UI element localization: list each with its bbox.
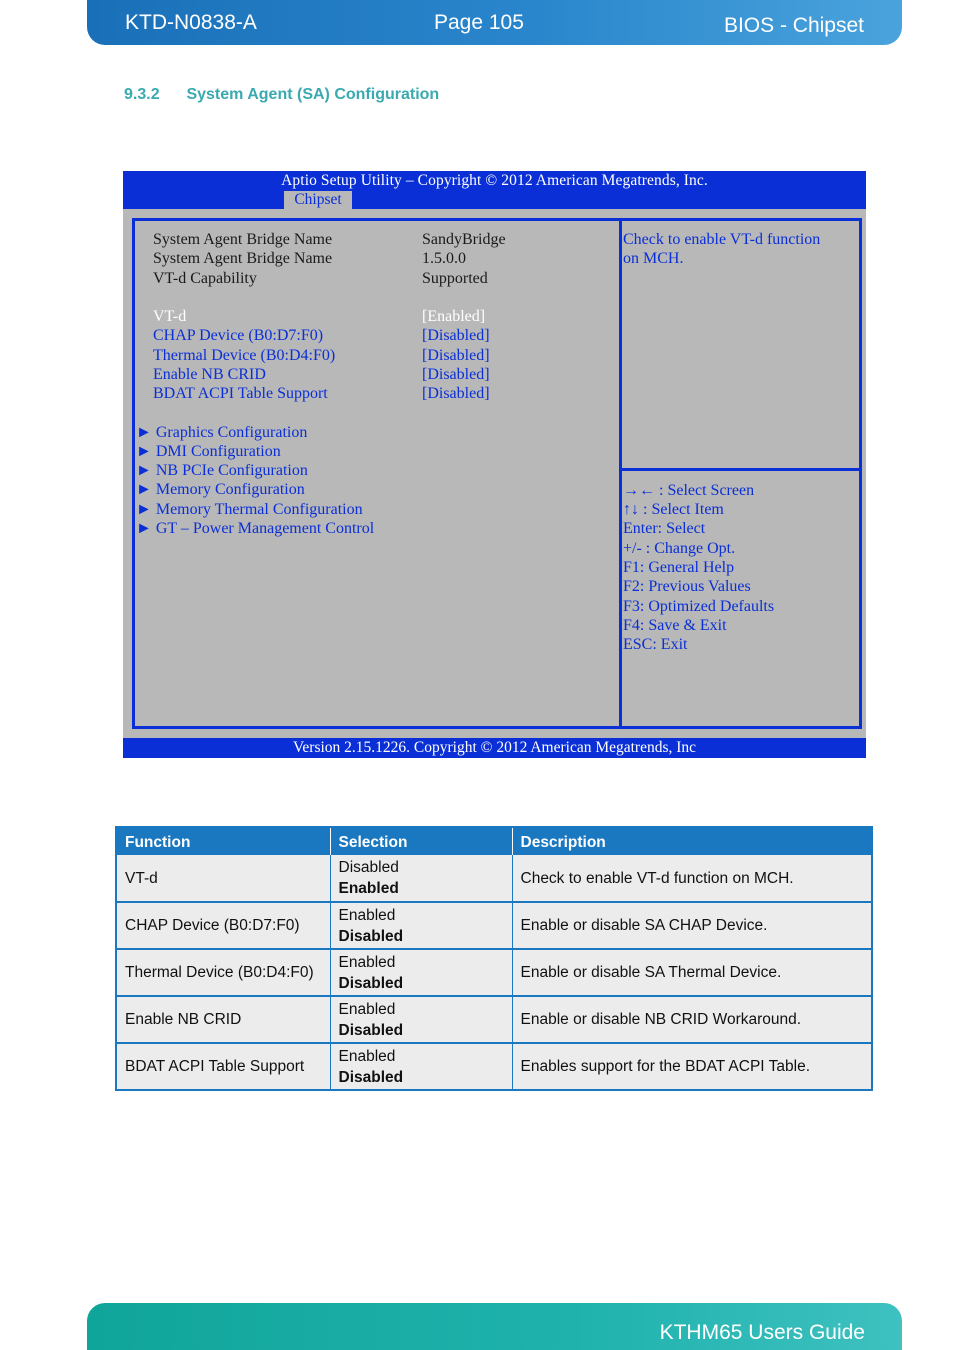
page-footer [87,1303,902,1350]
info-label: System Agent Bridge Name [153,231,333,248]
cell-function: Enable NB CRID [116,996,330,1043]
tab-chipset[interactable]: Chipset [284,191,352,209]
selection-option: Enabled [338,1000,396,1018]
cell-selection [330,855,512,902]
selection-default: Disabled [338,1021,404,1039]
cell-function: VT-d [116,855,330,902]
bios-panel-divider [619,218,622,729]
info-value: 1.5.0.0 [422,250,466,267]
cell-function: CHAP Device (B0:D7:F0) [116,902,330,949]
info-label: VT-d Capability [153,270,257,287]
cell-selection [330,996,512,1043]
table-row [116,949,872,996]
option-enable-nb-crid-value[interactable]: [Disabled] [422,366,490,383]
option-thermal-device-value[interactable]: [Disabled] [422,347,490,364]
cell-description: Enable or disable NB CRID Workaround. [512,996,872,1043]
cell-selection [330,1043,512,1090]
section-title: System Agent (SA) Configuration [186,86,440,103]
selection-default: Disabled [338,927,404,945]
key-help-select-screen: →← : Select Screen [623,482,755,499]
option-chap-device[interactable]: CHAP Device (B0:D7:F0) [153,327,324,344]
page-number: Page 105 [434,11,524,34]
cell-description: Enables support for the BDAT ACPI Table. [512,1043,872,1090]
submenu-memory[interactable]: ► Memory Configuration [136,481,305,498]
option-vt-d-value[interactable]: [Enabled] [422,308,486,325]
cell-selection [330,902,512,949]
help-text: Check to enable VT-d function [623,231,821,248]
cell-description: Enable or disable SA CHAP Device. [512,902,872,949]
section-number: 9.3.2 [124,86,160,103]
table-header-row [116,827,872,855]
selection-option: Enabled [338,953,396,971]
option-thermal-device[interactable]: Thermal Device (B0:D4:F0) [153,347,336,364]
submenu-memory-thermal[interactable]: ► Memory Thermal Configuration [136,501,363,518]
submenu-nb-pcie[interactable]: ► NB PCIe Configuration [136,462,308,479]
cell-function: BDAT ACPI Table Support [116,1043,330,1090]
info-label: System Agent Bridge Name [153,250,333,267]
submenu-dmi[interactable]: ► DMI Configuration [136,443,281,460]
selection-option: Disabled [338,859,399,876]
key-help-f2: F2: Previous Values [623,578,751,595]
info-value: SandyBridge [422,231,506,248]
key-help-f3: F3: Optimized Defaults [623,598,775,615]
submenu-graphics[interactable]: ► Graphics Configuration [136,424,308,441]
table-row [116,855,872,902]
table-row [116,1043,872,1090]
cell-description: Enable or disable SA Thermal Device. [512,949,872,996]
cell-description: Check to enable VT-d function on MCH. [512,855,872,902]
bios-screenshot [123,171,866,758]
key-help-esc: ESC: Exit [623,636,688,653]
page-header [87,0,902,45]
option-bdat-acpi-value[interactable]: [Disabled] [422,385,490,402]
selection-default: Enabled [338,880,399,897]
selection-option: Enabled [338,1047,396,1065]
info-value: Supported [422,270,488,287]
selection-option: Enabled [338,906,396,924]
bios-title-bar [123,171,866,209]
help-text: on MCH. [623,250,684,267]
cell-selection [330,949,512,996]
section-heading [124,86,439,104]
bios-version-bar: Version 2.15.1226. Copyright © 2012 American Megatrends, Inc [123,738,866,758]
key-help-f4: F4: Save & Exit [623,617,727,634]
key-help-change-opt: +/- : Change Opt. [623,540,736,557]
header-function: Function [116,827,330,855]
selection-default: Disabled [338,1068,404,1086]
key-help-enter: Enter: Select [623,520,706,537]
submenu-gt-power[interactable]: ► GT – Power Management Control [136,520,375,537]
option-chap-device-value[interactable]: [Disabled] [422,327,490,344]
document-id: KTD-N0838-A [125,11,257,34]
bios-title: Aptio Setup Utility – Copyright © 2012 American Megatrends, Inc. [281,172,708,189]
table-row [116,996,872,1043]
option-enable-nb-crid[interactable]: Enable NB CRID [153,366,266,383]
section-name: BIOS - Chipset [723,14,864,37]
table-row [116,902,872,949]
bios-help-divider [619,468,862,471]
key-help-select-item: ↑↓ : Select Item [623,501,724,518]
key-help-f1: F1: General Help [623,559,735,576]
option-vt-d[interactable]: VT-d [153,308,187,325]
header-description: Description [512,827,872,855]
selection-default: Disabled [338,974,404,992]
option-bdat-acpi[interactable]: BDAT ACPI Table Support [153,385,328,402]
settings-table [115,826,873,1091]
guide-title: KTHM65 Users Guide [659,1321,865,1344]
cell-function: Thermal Device (B0:D4:F0) [116,949,330,996]
header-selection: Selection [330,827,512,855]
